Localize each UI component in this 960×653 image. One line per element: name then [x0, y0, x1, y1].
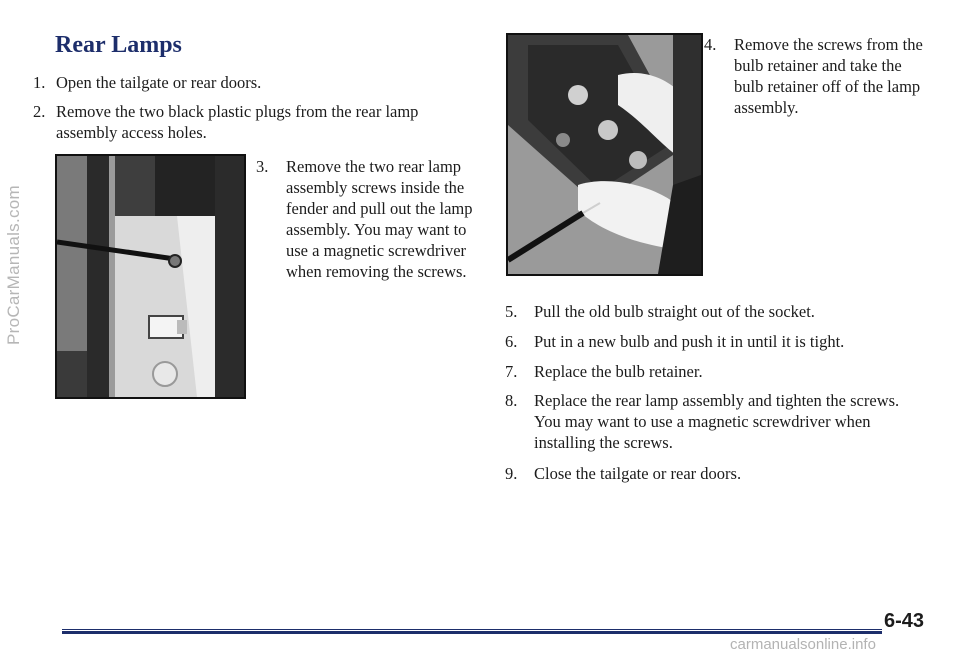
step-8	[505, 390, 930, 453]
step-1	[33, 72, 453, 93]
step-text: Remove the screws from the bulb retainer and take the bulb retainer off of the lamp assembly.	[734, 35, 923, 117]
footer-watermark: carmanualsonline.info	[730, 636, 876, 653]
bulb-retainer-illustration	[508, 35, 701, 274]
step-text: Open the tailgate or rear doors.	[56, 73, 262, 92]
step-3	[256, 156, 481, 282]
step-text: Remove the two rear lamp assembly screws inside the fender and pull out the lamp assembly. You may want to use a magnetic screwdriver when removing the screws.	[286, 157, 473, 281]
rear-lamp-illustration	[57, 156, 244, 397]
side-watermark	[2, 55, 26, 475]
step-number: 5.	[505, 302, 518, 321]
step-9	[505, 463, 925, 484]
step-number: 6.	[505, 332, 518, 351]
page-number: 6-43	[884, 610, 925, 632]
step-number: 9.	[505, 464, 518, 483]
step-number: 3.	[256, 157, 269, 176]
rear-lamp-photo	[55, 154, 246, 399]
step-number: 4.	[704, 35, 717, 54]
step-number: 8.	[505, 391, 518, 410]
step-number: 1.	[33, 73, 46, 92]
step-text: Replace the bulb retainer.	[534, 362, 703, 381]
step-2	[33, 101, 478, 143]
step-7	[505, 361, 925, 382]
footer-rule-thin	[62, 629, 882, 630]
step-text: Remove the two black plastic plugs from the rear lamp assembly access holes.	[56, 102, 419, 142]
bulb-retainer-photo	[506, 33, 703, 276]
step-6	[505, 331, 925, 352]
step-text: Close the tailgate or rear doors.	[534, 464, 742, 483]
step-text: Pull the old bulb straight out of the socket.	[534, 302, 815, 321]
step-text: Put in a new bulb and push it in until it is tight.	[534, 332, 845, 351]
page-title: Rear Lamps	[55, 32, 182, 58]
step-5	[505, 301, 925, 322]
step-text: Replace the rear lamp assembly and tighten the screws. You may want to use a magnetic screwdriver when installing the screws.	[534, 391, 900, 452]
step-number: 7.	[505, 362, 518, 381]
step-number: 2.	[33, 102, 46, 121]
footer-rule-thick	[62, 631, 882, 634]
step-4	[704, 34, 939, 118]
side-watermark-text: ProCarManuals.com	[4, 184, 24, 346]
